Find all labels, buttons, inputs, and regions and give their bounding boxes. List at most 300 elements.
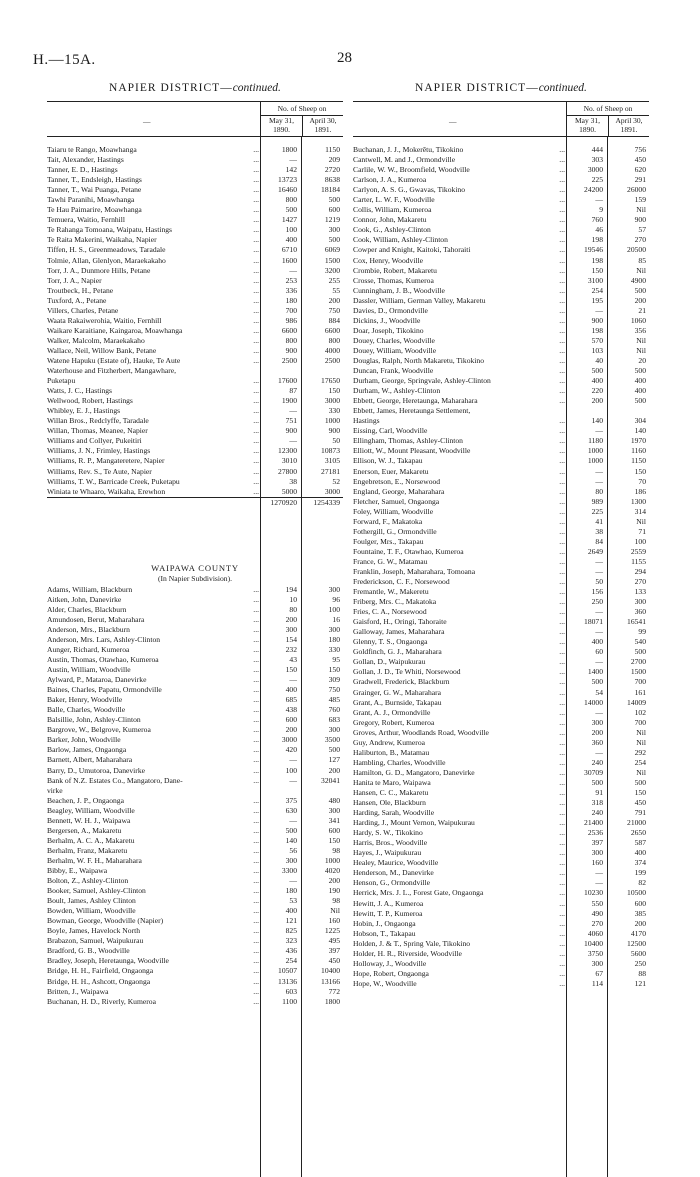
sheep-april-1891: 750 — [328, 685, 340, 695]
entry-name: Boult, James, Ashley Clinton — [47, 896, 136, 906]
entry-name: Aunger, Richard, Kumeroa — [47, 644, 130, 654]
entry-name: Grant, A., Burnside, Takapau — [353, 697, 442, 707]
sheep-may-1890: 150 — [591, 265, 603, 275]
leader-dots: ... — [559, 577, 565, 587]
column-title — [47, 82, 343, 96]
sheep-april-1891: 159 — [634, 195, 646, 205]
sheep-april-1891: 1160 — [631, 446, 646, 456]
table-row — [47, 145, 343, 155]
sheep-may-1890: 38 — [289, 476, 297, 486]
leader-dots: ... — [559, 315, 565, 325]
table-row — [353, 587, 649, 597]
sheep-april-1891: 400 — [634, 386, 646, 396]
leader-dots: ... — [559, 225, 565, 235]
entry-name: Hamilton, G. D., Mangatoro, Danevirke — [353, 767, 475, 777]
sheep-may-1890: 50 — [595, 577, 603, 587]
sheep-april-1891: 20 — [638, 355, 646, 365]
sheep-april-1891: 4170 — [630, 928, 646, 938]
sheep-april-1891: 900 — [328, 426, 340, 436]
entry-name: Baines, Charles, Papatu, Ormondville — [47, 685, 162, 695]
sheep-april-1891: 500 — [328, 745, 340, 755]
sheep-april-1891: 1150 — [325, 145, 340, 154]
sheep-may-1890: 800 — [285, 195, 297, 205]
leader-dots: ... — [559, 295, 565, 305]
table-header — [353, 101, 649, 137]
leader-dots: ... — [253, 946, 259, 956]
sheep-may-1890: 198 — [591, 325, 603, 335]
entry-name: Carlson, J. A., Kumeroa — [353, 175, 427, 185]
entry-name: Willan, Thomas, Meanee, Napier — [47, 426, 148, 436]
table-row — [353, 768, 649, 778]
table-row — [47, 306, 343, 316]
entry-name: Guy, Andrew, Kumeroa — [353, 737, 425, 747]
leader-dots: ... — [559, 627, 565, 637]
sheep-may-1890: 87 — [289, 386, 297, 396]
sheep-may-1890: 2649 — [587, 546, 603, 556]
table-row — [353, 165, 649, 175]
sheep-may-1890: 4060 — [587, 928, 603, 938]
table-row — [47, 595, 343, 605]
sheep-count-header — [566, 102, 649, 136]
entry-name: Engebretson, E., Norsewood — [353, 476, 441, 486]
sheep-may-1890: 27800 — [278, 466, 297, 476]
table-row — [47, 886, 343, 896]
leader-dots: ... — [559, 767, 565, 777]
leader-dots: ... — [559, 335, 565, 345]
sheep-may-1890: 225 — [591, 506, 603, 516]
sheep-april-1891: 10873 — [321, 446, 340, 456]
sheep-may-1890: 240 — [591, 757, 603, 767]
sheep-april-1891: 3000 — [324, 396, 340, 406]
sheep-april-1891: 1500 — [324, 255, 340, 265]
leader-dots: ... — [253, 285, 259, 295]
leader-dots: ... — [559, 637, 565, 647]
leader-dots: ... — [559, 165, 565, 175]
sheep-may-1890: 140 — [591, 416, 603, 426]
sheep-april-1891: 1155 — [631, 556, 646, 566]
entry-name: Enerson, Euer, Makaretu — [353, 466, 429, 476]
sheep-april-1891: 300 — [328, 805, 340, 815]
table-row — [353, 667, 649, 677]
table-row — [353, 456, 649, 466]
sheep-april-1891: 300 — [634, 597, 646, 607]
table-row — [47, 155, 343, 165]
table-row — [353, 758, 649, 768]
sheep-may-1890: 550 — [591, 898, 603, 908]
table-row — [353, 858, 649, 868]
left-column — [47, 82, 343, 1007]
sheep-may-1890: 114 — [591, 978, 603, 988]
entry-name: Barlow, James, Ongaonga — [47, 745, 127, 755]
sheep-may-1890: 300 — [285, 624, 297, 634]
sheep-may-1890: — — [595, 707, 603, 717]
leader-dots: ... — [559, 828, 565, 838]
entry-name: Tait, Alexander, Hastings — [47, 155, 124, 165]
sheep-may-1890: 103 — [591, 345, 603, 355]
entry-name: Bank of N.Z. Estates Co., Mangatoro, Dane- — [47, 775, 183, 785]
entry-name: Berhalm, Franz, Makaretu — [47, 845, 128, 855]
leader-dots: ... — [253, 745, 259, 755]
entry-name: Friberg, Mrs. C., Makatoka — [353, 597, 437, 607]
table-row — [47, 446, 343, 456]
entry-name: Elliott, W., Mount Pleasant, Woodville — [353, 446, 471, 456]
sheep-april-1891: 71 — [638, 526, 646, 536]
sheep-april-1891: 270 — [634, 577, 646, 587]
leader-dots: ... — [559, 456, 565, 466]
entry-name: Bradford, G. B., Woodville — [47, 946, 130, 956]
sheep-may-1890: 500 — [591, 777, 603, 787]
leader-dots: ... — [253, 446, 259, 456]
sheep-may-1890: 438 — [285, 705, 297, 715]
sheep-may-1890: 200 — [591, 727, 603, 737]
sheep-may-1890: 16460 — [278, 185, 297, 195]
table-body — [353, 137, 649, 989]
sheep-april-1891: 300 — [328, 225, 340, 235]
sheep-may-1890: 41 — [595, 516, 603, 526]
sheep-may-1890: 700 — [285, 305, 297, 315]
table-row — [47, 826, 343, 836]
leader-dots: ... — [253, 896, 259, 906]
sheep-may-1890: 630 — [285, 805, 297, 815]
leader-dots: ... — [559, 536, 565, 546]
sheep-april-1891: 133 — [634, 587, 646, 597]
sheep-april-1891: 150 — [328, 835, 340, 845]
table-row — [353, 808, 649, 818]
entry-name: Te Hau Paimarire, Moawhanga — [47, 205, 142, 215]
table-row — [47, 866, 343, 876]
entry-name: Haliburton, B., Matamau — [353, 747, 430, 757]
entry-name: Ebbett, James, Heretaunga Settlement, — [353, 406, 471, 416]
leader-dots: ... — [559, 587, 565, 597]
table-row — [353, 497, 649, 507]
entry-name: Waikare Karaitiane, Kaingaroa, Moawhanga — [47, 325, 183, 335]
entry-name: Glenny, T. S., Ongaonga — [353, 637, 428, 647]
table-row — [353, 597, 649, 607]
entry-name: Cunningham, J. B., Woodville — [353, 285, 445, 295]
sheep-april-1891: 85 — [638, 255, 646, 265]
entry-name: Barnett, Albert, Maharahara — [47, 755, 133, 765]
leader-dots: ... — [559, 878, 565, 888]
sheep-may-1890: 400 — [285, 685, 297, 695]
sheep-may-1890: 160 — [591, 858, 603, 868]
entry-name: Anderson, Mrs., Blackburn — [47, 624, 130, 634]
sheep-april-1891: 121 — [634, 978, 646, 988]
leader-dots: ... — [253, 315, 259, 325]
table-row — [353, 436, 649, 446]
entry-name: Brabazon, Samuel, Waipukurau — [47, 936, 144, 946]
leader-dots: ... — [559, 526, 565, 536]
sheep-may-1890: 53 — [289, 896, 297, 906]
table-row — [353, 778, 649, 788]
sheep-april-1891: 21000 — [627, 818, 646, 828]
leader-dots: ... — [559, 928, 565, 938]
name-header-dash: — — [449, 117, 457, 126]
column-title-suffix: continued. — [232, 82, 281, 94]
table-row — [47, 346, 343, 356]
table-row — [353, 838, 649, 848]
leader-dots: ... — [559, 747, 565, 757]
table-row — [47, 997, 343, 1007]
leader-dots: ... — [253, 406, 259, 416]
entry-name: Holder, H. R., Riverside, Woodville — [353, 948, 462, 958]
leader-dots: ... — [559, 205, 565, 215]
table-row — [47, 456, 343, 466]
sheep-april-1891: Nil — [636, 767, 646, 777]
entry-name: Cox, Henry, Woodville — [353, 255, 424, 265]
table-row — [353, 868, 649, 878]
entry-name: Wallace, Neil, Willow Bank, Petane — [47, 345, 157, 355]
leader-dots: ... — [253, 456, 259, 466]
sheep-may-1890: 323 — [285, 936, 297, 946]
entry-name: Henderson, M., Danevirke — [353, 868, 434, 878]
leader-dots: ... — [559, 958, 565, 968]
sheep-may-1890: 5000 — [281, 486, 297, 496]
leader-dots: ... — [559, 848, 565, 858]
right-column — [353, 82, 649, 989]
leader-dots: ... — [253, 926, 259, 936]
sheep-may-1890: 420 — [285, 745, 297, 755]
table-row — [353, 738, 649, 748]
entry-name: Buchanan, H. D., Riverly, Kumeroa — [47, 996, 156, 1006]
table-row — [353, 145, 649, 155]
leader-dots: ... — [253, 436, 259, 446]
sheep-april-1891: Nil — [636, 727, 646, 737]
table-row — [353, 627, 649, 637]
leader-dots: ... — [559, 185, 565, 195]
table-row — [47, 735, 343, 745]
entry-name: Taiaru te Rango, Moawhanga — [47, 145, 137, 154]
sheep-may-1890: 600 — [285, 715, 297, 725]
table-row — [353, 517, 649, 527]
entry-name: Carter, L. W. F., Woodville — [353, 195, 435, 205]
sheep-april-1891: 4900 — [630, 275, 646, 285]
leader-dots: ... — [253, 355, 259, 365]
sheep-may-1890: 150 — [285, 665, 297, 675]
leader-dots: ... — [253, 175, 259, 185]
table-row — [47, 467, 343, 477]
sheep-april-1891: Nil — [636, 335, 646, 345]
sheep-may-1890: 195 — [591, 295, 603, 305]
sheep-may-1890: 9 — [599, 205, 603, 215]
leader-dots: ... — [559, 506, 565, 516]
sheep-april-1891: 600 — [328, 205, 340, 215]
sheep-may-1890: 500 — [591, 677, 603, 687]
table-row — [353, 245, 649, 255]
leader-dots: ... — [559, 235, 565, 245]
sheep-april-1891: 500 — [634, 285, 646, 295]
sheep-april-1891: 292 — [634, 747, 646, 757]
table-row — [353, 959, 649, 969]
entry-name: Hayes, J., Waipukurau — [353, 848, 422, 858]
table-row — [47, 916, 343, 926]
sheep-may-1890: 13723 — [278, 175, 297, 185]
leader-dots: ... — [253, 396, 259, 406]
sheep-may-1890: 10 — [289, 594, 297, 604]
sheep-april-1891: 772 — [328, 986, 340, 996]
leader-dots: ... — [559, 858, 565, 868]
sheep-may-1890: 1427 — [281, 215, 297, 225]
leader-dots: ... — [559, 737, 565, 747]
entry-name: Hewitt, J. A., Kumeroa — [353, 898, 424, 908]
entry-name: Hobson, T., Takapau — [353, 928, 416, 938]
entry-name: Holden, J. & T., Spring Vale, Tikokino — [353, 938, 471, 948]
sheep-april-1891: 32041 — [321, 775, 340, 785]
table-row — [47, 725, 343, 735]
leader-dots: ... — [559, 918, 565, 928]
sheep-april-1891: 2650 — [630, 828, 646, 838]
entry-name: Tuxford, A., Petane — [47, 295, 107, 305]
entry-name: Amundosen, Berut, Maharahara — [47, 614, 145, 624]
sheep-april-1891: 100 — [634, 536, 646, 546]
table-row — [47, 286, 343, 296]
entry-name: Puketapu — [47, 376, 76, 386]
sheep-may-1890: 3750 — [587, 948, 603, 958]
entry-name: Winiata te Whaaro, Waikaha, Erewhon — [47, 486, 166, 496]
table-row — [47, 635, 343, 645]
table-row — [353, 376, 649, 386]
sheep-may-1890: 300 — [285, 855, 297, 865]
column-title — [353, 82, 649, 96]
leader-dots: ... — [253, 195, 259, 205]
sheep-april-1891: 82 — [638, 878, 646, 888]
sheep-may-1890: 397 — [591, 838, 603, 848]
table-row — [47, 705, 343, 715]
sheep-may-1890: 318 — [591, 798, 603, 808]
table-row — [353, 617, 649, 627]
sheep-april-1891: 254 — [634, 757, 646, 767]
table-row — [47, 745, 343, 755]
leader-dots: ... — [559, 305, 565, 315]
sheep-may-1890: 6600 — [281, 325, 297, 335]
entry-name: Hanita te Maro, Waipawa — [353, 777, 431, 787]
leader-dots: ... — [559, 727, 565, 737]
table-row — [353, 818, 649, 828]
sheep-may-1890: 194 — [285, 584, 297, 594]
sheep-april-1891: 1150 — [631, 456, 646, 466]
leader-dots: ... — [253, 916, 259, 926]
table-row — [353, 909, 649, 919]
entry-name: Forward, F., Makatoka — [353, 516, 423, 526]
sheep-may-1890: — — [595, 627, 603, 637]
sheep-may-1890: 200 — [285, 614, 297, 624]
entry-name: Te Rahanga Tomoana, Waipatu, Hastings — [47, 225, 172, 235]
sheep-april-1891: 4000 — [324, 345, 340, 355]
leader-dots: ... — [559, 556, 565, 566]
entry-name: Gollan, J. D., Te Whiti, Norsewood — [353, 667, 461, 677]
table-rows — [47, 145, 343, 497]
table-row — [47, 195, 343, 205]
leader-dots: ... — [253, 876, 259, 886]
entry-name: Bennett, W. H. J., Waipawa — [47, 815, 131, 825]
entry-name: Ebbett, George, Heretaunga, Maharahara — [353, 396, 478, 406]
sheep-april-1891: 385 — [634, 908, 646, 918]
table-rows — [47, 585, 343, 1007]
entry-name: Buchanan, J. J., Mokerētu, Tikokino — [353, 145, 464, 154]
sheep-may-1890: 900 — [285, 426, 297, 436]
entry-name: Gollan, D., Waipukurau — [353, 657, 426, 667]
sheep-may-1890: — — [289, 815, 297, 825]
april-1891-header: April 30, 1891. — [615, 116, 643, 134]
sheep-may-1890: — — [595, 305, 603, 315]
leader-dots: ... — [559, 446, 565, 456]
leader-dots: ... — [559, 275, 565, 285]
sheep-may-1890: 800 — [285, 335, 297, 345]
sheep-april-1891: 52 — [332, 476, 340, 486]
leader-dots: ... — [559, 396, 565, 406]
sheep-count-title: No. of Sheep on — [261, 104, 343, 116]
entry-name: Durham, W., Ashley-Clinton — [353, 386, 441, 396]
sheep-april-1891: 98 — [332, 845, 340, 855]
entry-name: Berhalm, W. F. H., Maharahara — [47, 855, 142, 865]
leader-dots: ... — [253, 735, 259, 745]
table-row — [353, 698, 649, 708]
entry-name: Groves, Arthur, Woodlands Road, Woodville — [353, 727, 489, 737]
leader-dots: ... — [253, 416, 259, 426]
entry-name: Williams, Rev. S., Te Aute, Napier — [47, 466, 152, 476]
sheep-april-1891: 95 — [332, 655, 340, 665]
table-row — [353, 266, 649, 276]
sheep-may-1890: 40 — [595, 355, 603, 365]
sheep-april-1891: Nil — [636, 265, 646, 275]
sheep-april-1891: 209 — [328, 155, 340, 165]
table-row — [47, 695, 343, 705]
leader-dots: ... — [559, 255, 565, 265]
column-title-text: NAPIER DISTRICT— — [415, 82, 539, 94]
table-row — [47, 977, 343, 987]
leader-dots: ... — [253, 275, 259, 285]
sheep-april-1891: 587 — [634, 838, 646, 848]
entry-name: Tanner, T., Endsleigh, Hastings — [47, 175, 142, 185]
table-row — [353, 688, 649, 698]
table-row — [47, 645, 343, 655]
sheep-april-1891: Nil — [636, 737, 646, 747]
sheep-april-1891: 760 — [328, 705, 340, 715]
entry-name: Hope, W., Woodville — [353, 978, 417, 988]
leader-dots: ... — [559, 978, 565, 988]
sheep-may-1890: 154 — [285, 634, 297, 644]
table-row — [47, 856, 343, 866]
leader-dots: ... — [253, 825, 259, 835]
total-may-1890: 1270920 — [270, 497, 297, 507]
entry-name: Healey, Maurice, Woodville — [353, 858, 439, 868]
leader-dots: ... — [253, 835, 259, 845]
table-header — [47, 101, 343, 137]
sheep-may-1890: — — [595, 657, 603, 667]
entry-name: virke — [47, 785, 63, 795]
sheep-may-1890: 500 — [591, 366, 603, 376]
sheep-april-1891: 750 — [328, 305, 340, 315]
table-row — [47, 605, 343, 615]
sheep-may-1890: 156 — [591, 587, 603, 597]
sheep-april-1891: 1970 — [630, 436, 646, 446]
table-row — [353, 467, 649, 477]
entry-name: Grant, A. J., Ormondville — [353, 707, 431, 717]
entry-name: Dickins, J., Woodville — [353, 315, 421, 325]
entry-name: Tawhi Paranihi, Moawhanga — [47, 195, 135, 205]
leader-dots: ... — [253, 426, 259, 436]
section-subtitle: (In Napier Subdivision). — [157, 573, 233, 583]
table-row — [353, 316, 649, 326]
table-row — [47, 386, 343, 396]
sheep-april-1891: 3000 — [324, 486, 340, 496]
table-row — [47, 396, 343, 406]
sheep-april-1891: 309 — [328, 675, 340, 685]
sheep-may-1890: — — [289, 406, 297, 416]
sheep-may-1890: — — [595, 747, 603, 757]
sheep-may-1890: 986 — [285, 315, 297, 325]
may-1890-header: May 31, 1890. — [261, 116, 303, 136]
table-row — [353, 657, 649, 667]
